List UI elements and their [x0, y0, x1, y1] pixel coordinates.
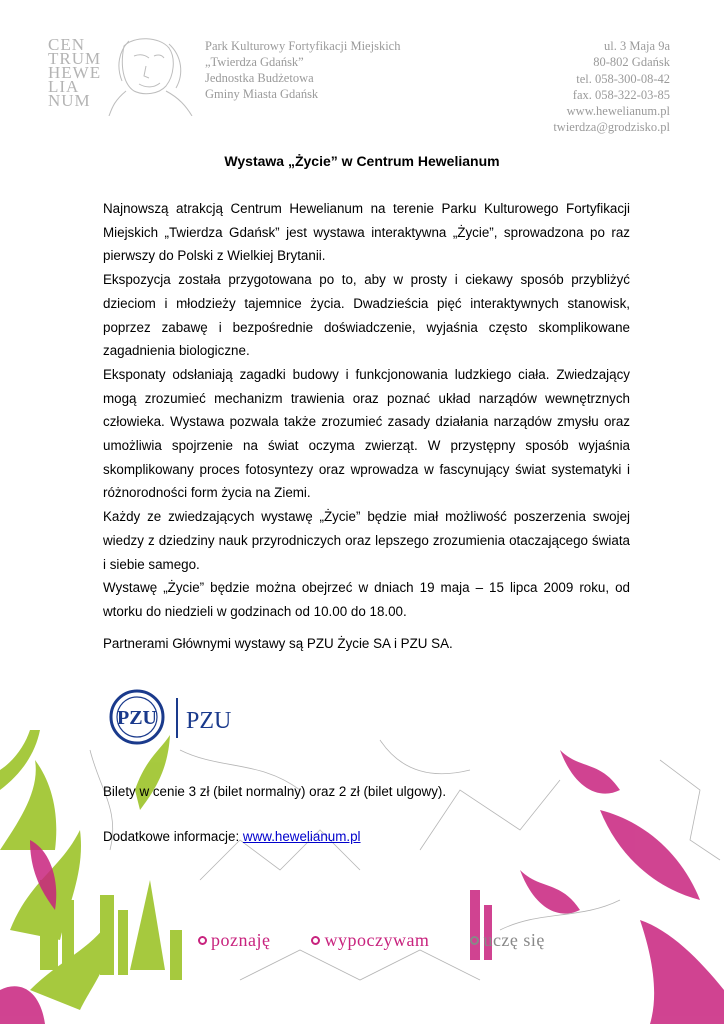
phone-number: tel. 058-300-08-42 — [576, 71, 670, 86]
website-text: www.hewelianum.pl — [566, 104, 670, 119]
pzu-emblem-text: PZU — [117, 707, 157, 729]
logo-line: HEWE — [48, 63, 102, 82]
article-body — [103, 197, 630, 624]
logo-line: LIA — [48, 77, 80, 96]
tagline-text: uczę się — [483, 930, 545, 950]
centrum-hewelianum-logo — [48, 35, 198, 118]
logo-wordmark — [48, 35, 102, 110]
document-title: Wystawa „Życie” w Centrum Hewelianum — [224, 153, 500, 169]
tagline-item — [198, 930, 288, 950]
paragraph: Każdy ze zwiedzających wystawę „Życie” będzie miał możliwość poszerzenia swojej wiedzy z dziedziny nauk przyrodniczych oraz lepszego zrozumienia otaczającego świata i siebie samego. — [103, 509, 630, 572]
additional-info — [103, 829, 361, 844]
fax-number: fax. 058-322-03-85 — [572, 87, 670, 102]
org-line: Park Kulturowy Fortyfikacji Miejskich — [205, 39, 401, 53]
org-line: „Twierdza Gdańsk” — [205, 55, 304, 69]
decorative-footer-artwork — [0, 730, 724, 1024]
tagline-item — [470, 930, 562, 950]
paragraph: Eksponaty odsłaniają zagadki budowy i funkcjonowania ludzkiego ciała. Zwiedzający mogą zrozumieć mechanizm trawienia oraz poznać układ narządów wewnętrznych człowieka. Wystawa pozwala także zrozumieć zasady działania narządów zmysłu oraz umożliwia spojrzenie na świat oczyma zwierząt. W przystępny sposób wyjaśnia skomplikowany proces fotosyntezy oraz wprowadza w fascynujący świat systematyki i różnorodności form życia na Ziemi. — [103, 366, 630, 501]
organization-info — [205, 38, 400, 102]
logo-line: NUM — [48, 91, 91, 110]
paragraph: Wystawę „Życie” będzie można obejrzeć w dniach 19 maja – 15 lipca 2009 roku, od wtorku do niedzieli w godzinach od 10.00 do 18.00. — [103, 580, 630, 619]
paragraph: Najnowszą atrakcją Centrum Hewelianum na terenie Parku Kulturowego Fortyfikacji Miejskich „Twierdza Gdańsk” jest wystawa interaktywna „Życie”, sprowadzona po raz pierwszy do Polski z Wielkiej Brytanii. — [103, 201, 630, 264]
org-line: Jednostka Budżetowa — [205, 71, 314, 85]
hevelius-portrait-icon — [104, 36, 194, 116]
tagline-text: poznaję — [211, 930, 271, 950]
email-text: twierdza@grodzisko.pl — [553, 120, 670, 135]
partners-text: Partnerami Głównymi wystawy są PZU Życie SA i PZU SA. — [103, 636, 453, 651]
info-label: Dodatkowe informacje: — [103, 829, 243, 844]
tagline-text: wypoczywam — [324, 930, 430, 950]
circle-bullet-icon — [470, 936, 479, 945]
pzu-wordmark: PZU — [186, 708, 232, 734]
website-link[interactable]: www.hewelianum.pl — [242, 829, 361, 844]
paragraph: Ekspozycja została przygotowana po to, aby w prosty i ciekawy sposób przybliżyć dzieciom i młodzieży tajemnice życia. Dwadzieścia pięć interaktywnych stanowisk, poprzez zabawę i bezpośrednie doświadczenie, wyjaśnia często skomplikowane zagadnienia biologiczne. — [103, 272, 630, 359]
pzu-logo — [108, 688, 238, 748]
logo-line: TRUM — [48, 49, 102, 68]
address-street: ul. 3 Maja 9a — [604, 39, 670, 53]
ticket-prices: Bilety w cenie 3 zł (bilet normalny) oraz 2 zł (bilet ulgowy). — [103, 784, 447, 799]
lime-foliage — [0, 730, 182, 1010]
tagline — [198, 930, 581, 951]
circle-bullet-icon — [311, 936, 320, 945]
contact-info — [553, 38, 670, 136]
tagline-item — [311, 930, 447, 950]
address-city: 80-802 Gdańsk — [593, 55, 670, 70]
logo-line: CEN — [48, 35, 85, 54]
circle-bullet-icon — [198, 936, 207, 945]
org-line: Gminy Miasta Gdańsk — [205, 87, 319, 101]
